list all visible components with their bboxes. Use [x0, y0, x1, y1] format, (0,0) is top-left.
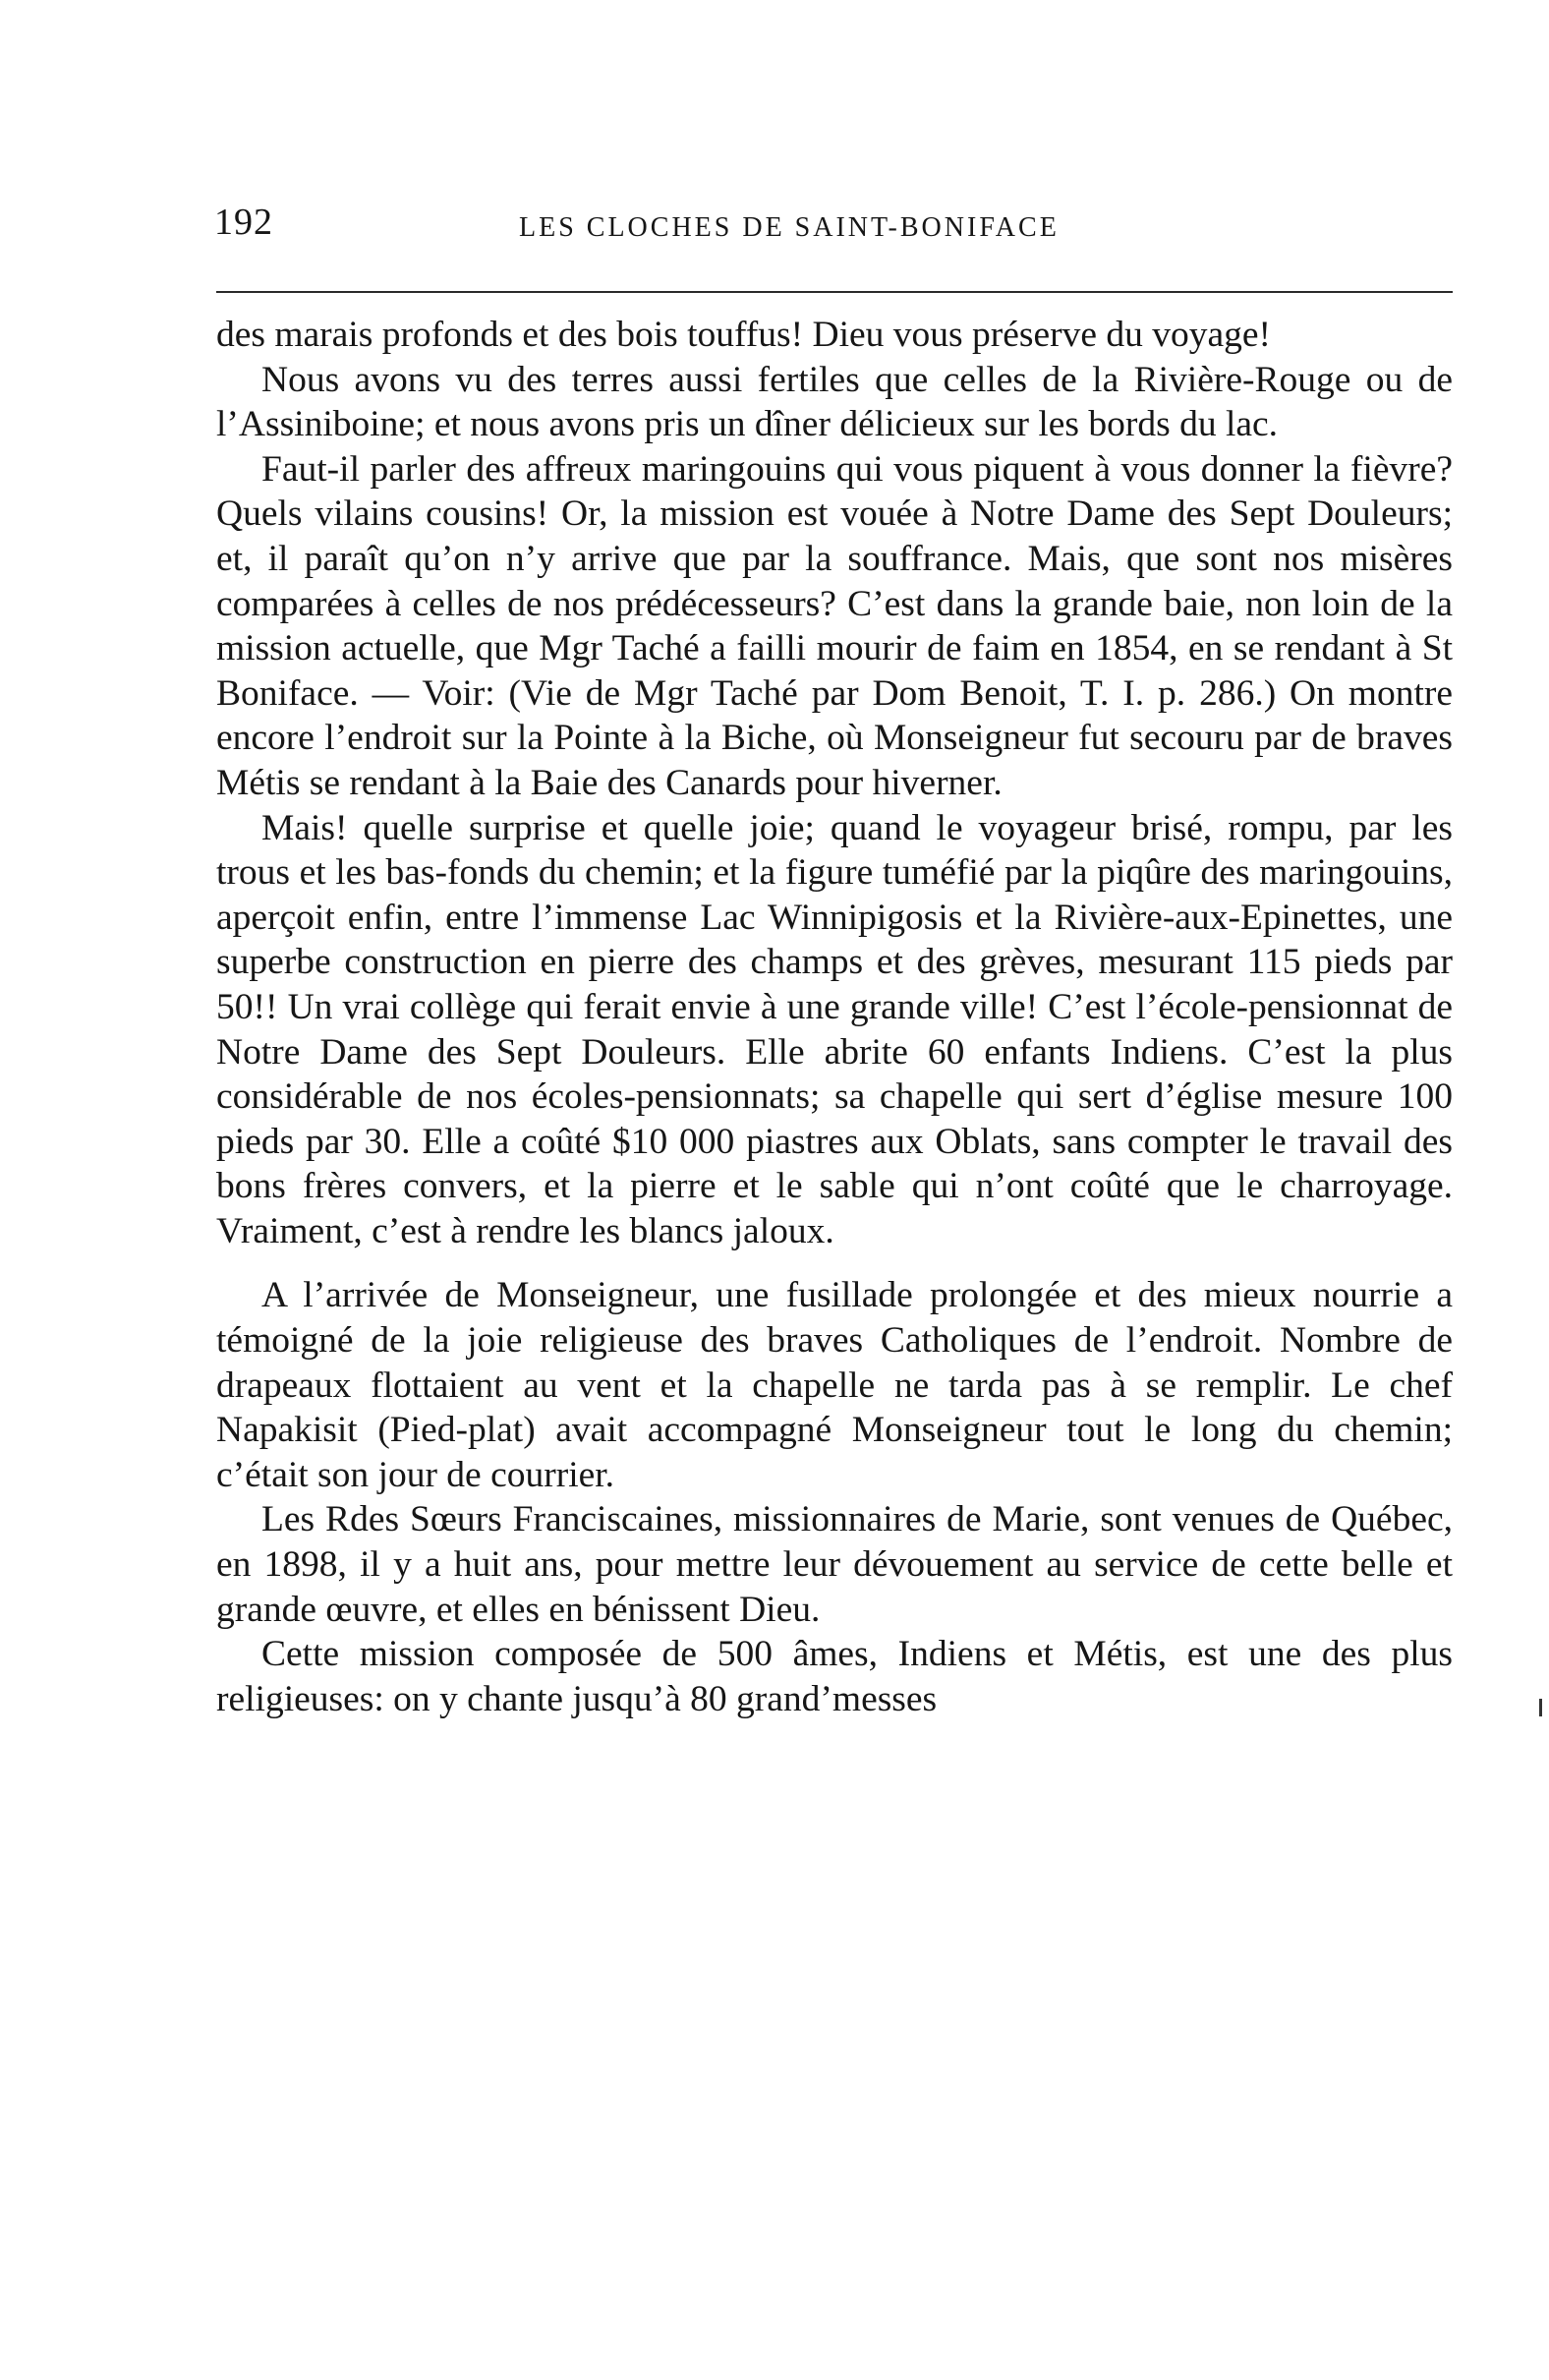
running-head [214, 193, 1455, 252]
paragraph: Les Rdes Sœurs Franciscaines, missionnaires de Marie, sont venues de Québec, en 1898, il y a huit ans, pour mettre leur dévouement au service de cette belle et grande œuvre, et elles en bénissent Dieu. [216, 1499, 1453, 1630]
paragraph: des marais profonds et des bois touffus! Dieu vous préserve du voyage! [216, 315, 1272, 355]
paragraph: Nous avons vu des terres aussi fertiles que celles de la Rivière-Rouge ou de l’Assiniboine; et nous avons pris un dîner délicieux sur les bords du lac. [216, 359, 1453, 445]
body-text [216, 313, 1453, 1721]
paragraph: Mais! quelle surprise et quelle joie; quand le voyageur brisé, rompu, par les trous et les bas-fonds du chemin; et la figure tuméfié par la piqûre des maringouins, aperçoit enfin, entre l’immense Lac Winnipigosis et la Rivière-aux-Epinettes, une superbe construction en pierre des champs et des grèves, mesurant 115 pieds par 50!! Un vrai collège qui ferait envie à une grande ville! C’est l’école-pensionnat de Notre Dame des Sept Douleurs. Elle abrite 60 enfants Indiens. C’est la plus considérable de nos écoles-pensionnats; sa chapelle qui sert d’église mesure 100 pieds par 30. Elle a coûté $10 000 piastres aux Oblats, sans compter le travail des bons frères convers, et la pierre et le sable qui n’ont coûté que le charroyage. Vraiment, c’est à rendre les blancs jaloux. [216, 807, 1453, 1251]
margin-mark [1539, 1699, 1542, 1716]
header-divider [216, 291, 1453, 293]
paragraph: A l’arrivée de Monseigneur, une fusillade prolongée et des mieux nourrie a témoigné de la joie religieuse des braves Catholiques de l’endroit. Nombre de drapeaux flottaient au vent et la chapelle ne tarda pas à se remplir. Le chef Napakisit (Pied-plat) avait accompagné Monseigneur tout le long du chemin; c’était son jour de courrier. [216, 1275, 1453, 1495]
running-title: LES CLOCHES DE SAINT-BONIFACE [519, 212, 1060, 243]
paragraph: Faut-il parler des affreux maringouins qui vous piquent à vous donner la fièvre? Quels vilains cousins! Or, la mission est vouée à Notre Dame des Sept Douleurs; et, il paraît qu’on n’y arrive que par la souffrance. Mais, que sont nos misères comparées à celles de nos prédécesseurs? C’est dans la grande baie, non loin de la mission actuelle, que Mgr Taché a failli mourir de faim en 1854, en se rendant à St Boniface. — Voir: (Vie de Mgr Taché par Dom Benoit, T. I. p. 286.) On montre encore l’endroit sur la Pointe à la Biche, où Monseigneur fut secouru par de braves Métis se rendant à la Baie des Canards pour hiverner. [216, 448, 1453, 803]
paragraph: Cette mission composée de 500 âmes, Indiens et Métis, est une des plus religieuses: on y chante jusqu’à 80 grand’messes [216, 1634, 1453, 1719]
page-number: 192 [214, 202, 273, 243]
